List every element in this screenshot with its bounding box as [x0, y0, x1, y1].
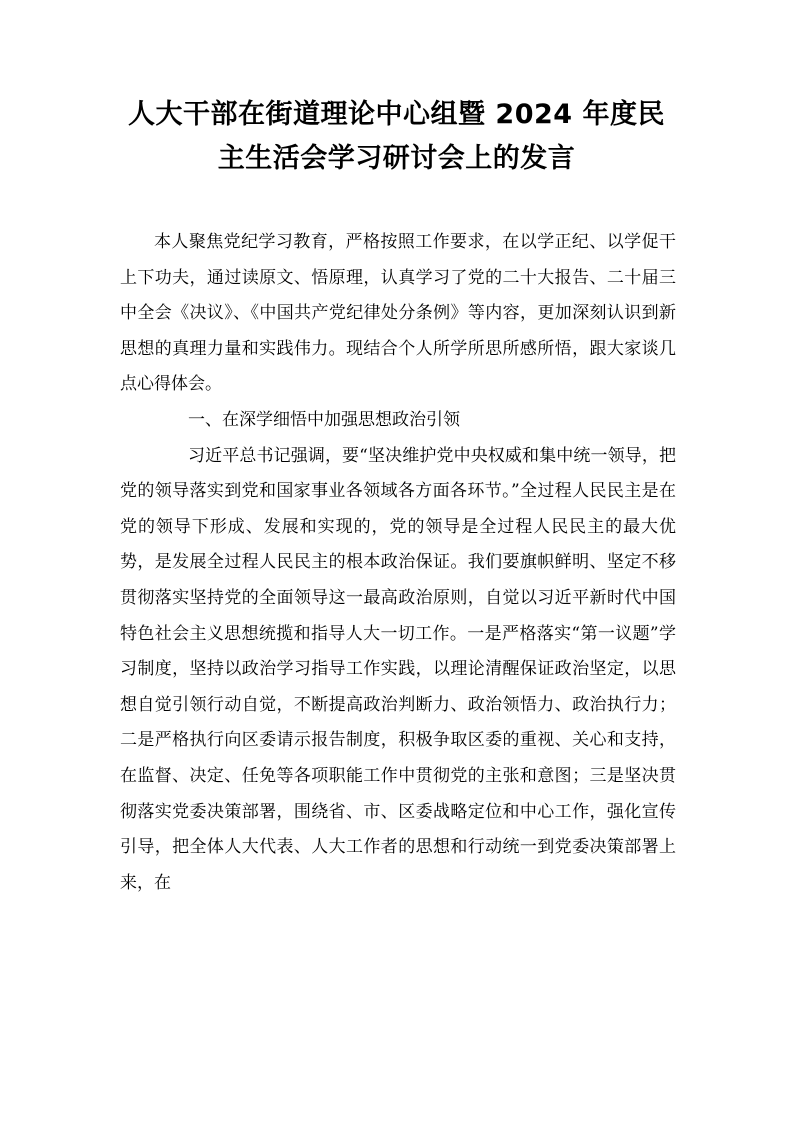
paragraph-section-1: 习近平总书记强调，要“坚决维护党中央权威和集中统一领导，把党的领导落实到党和国家事业各领域各方面各环节。”全过程人民民主是在党的领导下形成、发展和实现的，党的领导是全过程人民民主的最大优势，是发展全过程人民民主的根本政治保证。我们要旗帜鲜明、坚定不移贯彻落实坚持党的全面领导这一最高政治原则，自觉以习近平新时代中国特色社会主义思想统揽和指导人大一切工作。一是严格落实“第一议题”学习制度，坚持以政治学习指导工作实践，以理论清醒保证政治坚定，以思想自觉引领行动自觉，不断提高政治判断力、政治领悟力、政治执行力；二是严格执行向区委请示报告制度，积极争取区委的重视、关心和支持，在监督、决定、任免等各项职能工作中贯彻党的主张和意图；三是坚决贯彻落实党委决策部署，围绕省、市、区委战略定位和中心工作，强化宣传引导，把全体人大代表、人大工作者的思想和行动统一到党委决策部署上来，在 — [120, 445, 676, 893]
title-line-1: 人大干部在街道理论中心组暨 2024 年度民 — [128, 99, 665, 130]
document-title — [100, 93, 693, 181]
title-line-2: 主生活会学习研讨会上的发言 — [217, 143, 576, 174]
section-heading-1: 一、在深学细悟中加强思想政治引领 — [188, 409, 460, 430]
document-body — [120, 225, 676, 901]
paragraph-intro: 本人聚焦党纪学习教育，严格按照工作要求，在以学正纪、以学促干上下功夫，通过读原文、悟原理，认真学习了党的二十大报告、二十届三中全会《决议》、《中国共产党纪律处分条例》等内容，更加深刻认识到新思想的真理力量和实践伟力。现结合个人所学所思所感所悟，跟大家谈几点心得体会。 — [120, 232, 676, 395]
